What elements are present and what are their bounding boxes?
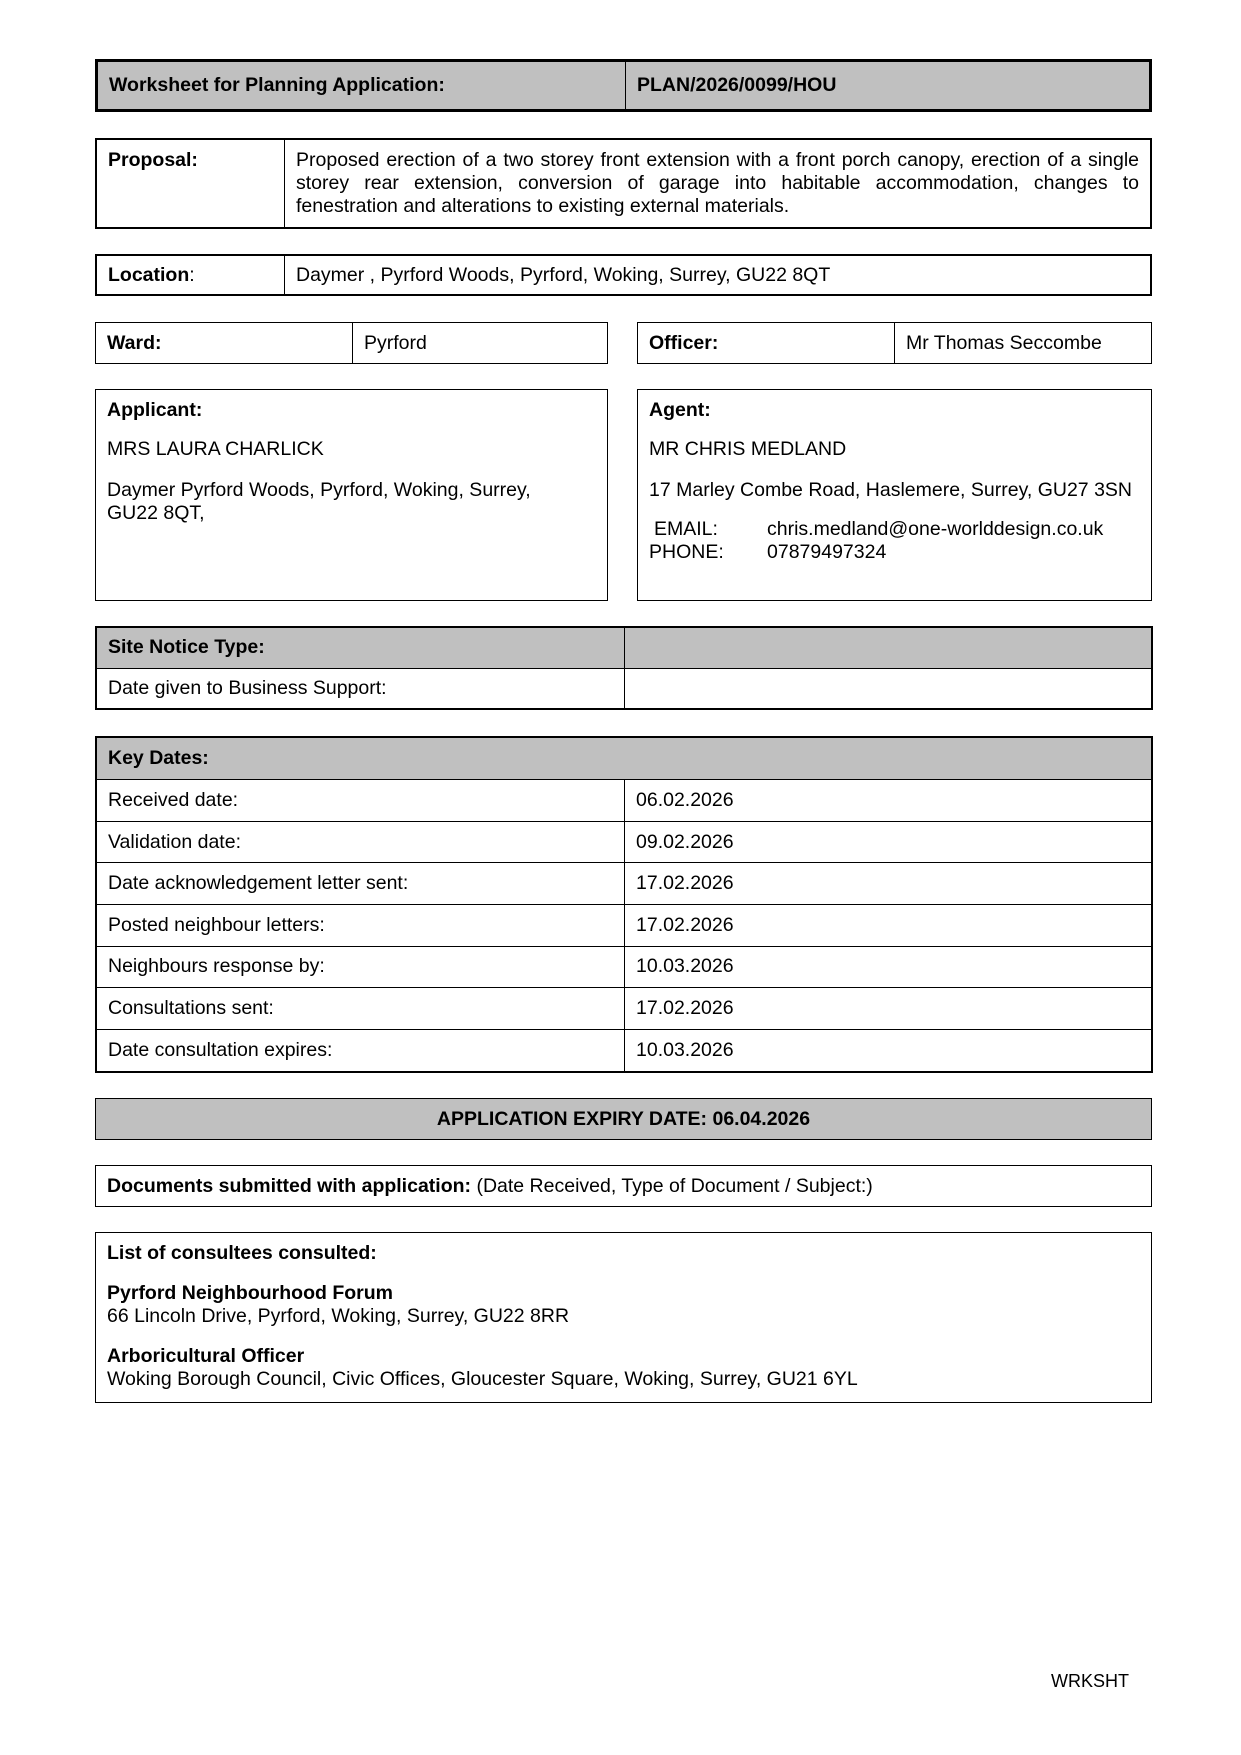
applicant-box bbox=[95, 389, 608, 601]
proposal-box bbox=[95, 138, 1152, 229]
key-date-label: Received date: bbox=[96, 780, 625, 822]
footer-code: WRKSHT bbox=[1051, 1671, 1129, 1691]
site-notice-table bbox=[95, 626, 1153, 710]
key-date-row bbox=[96, 946, 1152, 988]
documents-label: Documents submitted with application: bbox=[107, 1174, 472, 1197]
consultee-item bbox=[107, 1282, 1140, 1328]
key-date-label: Consultations sent: bbox=[96, 988, 625, 1030]
consultee-address: Woking Borough Council, Civic Offices, Gloucester Square, Woking, Surrey, GU21 6YL bbox=[107, 1368, 858, 1390]
agent-email: chris.medland@one-worlddesign.co.uk bbox=[767, 518, 1104, 540]
proposal-label: Proposal: bbox=[108, 149, 198, 171]
consultee-name: Pyrford Neighbourhood Forum bbox=[107, 1282, 393, 1304]
key-date-label: Date acknowledgement letter sent: bbox=[96, 863, 625, 905]
key-date-value: 06.02.2026 bbox=[625, 780, 1153, 822]
key-date-row bbox=[96, 780, 1152, 822]
key-date-row bbox=[96, 821, 1152, 863]
application-reference: PLAN/2026/0099/HOU bbox=[637, 74, 837, 96]
key-date-value: 10.03.2026 bbox=[625, 1029, 1153, 1072]
agent-name: MR CHRIS MEDLAND bbox=[649, 438, 847, 460]
key-date-label: Validation date: bbox=[96, 821, 625, 863]
applicant-label: Applicant: bbox=[107, 399, 203, 421]
application-expiry-date: APPLICATION EXPIRY DATE: 06.04.2026 bbox=[95, 1098, 1152, 1140]
agent-box bbox=[637, 389, 1152, 601]
ward-value: Pyrford bbox=[364, 331, 427, 354]
key-dates-table bbox=[95, 736, 1153, 1073]
consultee-item bbox=[107, 1345, 1140, 1391]
header-title: Worksheet for Planning Application: bbox=[109, 74, 445, 96]
key-date-label: Posted neighbour letters: bbox=[96, 904, 625, 946]
ward-label: Ward: bbox=[107, 331, 162, 354]
key-date-label: Neighbours response by: bbox=[96, 946, 625, 988]
officer-value: Mr Thomas Seccombe bbox=[906, 331, 1102, 354]
applicant-address: Daymer Pyrford Woods, Pyrford, Woking, Surrey, GU22 8QT, bbox=[107, 479, 531, 524]
agent-email-label: EMAIL: bbox=[654, 518, 718, 540]
key-date-row bbox=[96, 904, 1152, 946]
documents-note: (Date Received, Type of Document / Subject:) bbox=[471, 1174, 873, 1197]
key-date-label: Date consultation expires: bbox=[96, 1029, 625, 1072]
applicant-name: MRS LAURA CHARLICK bbox=[107, 438, 324, 460]
worksheet-header bbox=[95, 59, 1152, 112]
officer-label: Officer: bbox=[649, 331, 719, 354]
key-date-value: 10.03.2026 bbox=[625, 946, 1153, 988]
key-date-value: 17.02.2026 bbox=[625, 904, 1153, 946]
consultees-title: List of consultees consulted: bbox=[107, 1242, 377, 1264]
agent-phone: 07879497324 bbox=[767, 541, 887, 563]
consultee-name: Arboricultural Officer bbox=[107, 1345, 305, 1367]
key-dates-title: Key Dates: bbox=[96, 737, 1152, 780]
key-date-value: 17.02.2026 bbox=[625, 988, 1153, 1030]
business-support-label: Date given to Business Support: bbox=[96, 668, 625, 709]
key-date-value: 09.02.2026 bbox=[625, 821, 1153, 863]
agent-label: Agent: bbox=[649, 399, 711, 421]
business-support-value bbox=[625, 668, 1153, 709]
location-text: Daymer , Pyrford Woods, Pyrford, Woking, Surrey, GU22 8QT bbox=[296, 263, 831, 286]
consultee-address: 66 Lincoln Drive, Pyrford, Woking, Surrey, GU22 8RR bbox=[107, 1305, 570, 1327]
location-colon: : bbox=[189, 263, 195, 286]
location-box bbox=[95, 254, 1152, 296]
site-notice-type-value bbox=[625, 627, 1153, 668]
consultees-box bbox=[95, 1232, 1152, 1403]
documents-box bbox=[95, 1165, 1152, 1207]
key-date-row bbox=[96, 988, 1152, 1030]
key-date-value: 17.02.2026 bbox=[625, 863, 1153, 905]
agent-address: 17 Marley Combe Road, Haslemere, Surrey, GU27 3SN bbox=[649, 479, 1132, 501]
ward-box bbox=[95, 322, 608, 364]
key-date-row bbox=[96, 863, 1152, 905]
key-date-row bbox=[96, 1029, 1152, 1072]
site-notice-type-label: Site Notice Type: bbox=[96, 627, 625, 668]
agent-phone-label: PHONE: bbox=[649, 541, 724, 563]
location-label: Location bbox=[108, 263, 190, 286]
officer-box bbox=[637, 322, 1152, 364]
proposal-text: Proposed erection of a two storey front extension with a front porch canopy, erection of a single storey rear extension, conversion of garage into habitable accommodation, changes to fenestration and alterations to existing external materials. bbox=[296, 149, 1139, 217]
